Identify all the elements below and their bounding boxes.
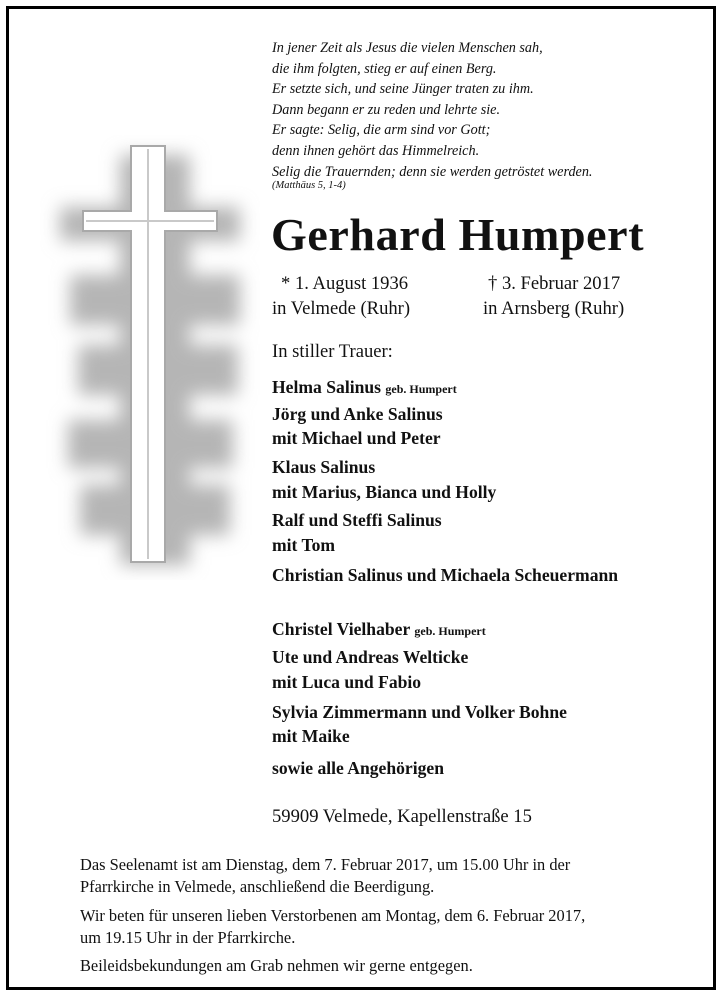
birth-place: in Velmede (Ruhr) — [272, 298, 411, 319]
cross-icon — [40, 135, 260, 580]
bible-quote — [272, 38, 592, 182]
mourner-line: mit Marius, Bianca und Holly — [272, 482, 497, 502]
quote-source: (Matthäus 5, 1-4) — [272, 180, 346, 191]
info-line: um 19.15 Uhr in der Pfarrkirche. — [80, 928, 296, 947]
mourner-line: Ralf und Steffi Salinus — [272, 510, 442, 530]
death-place: in Arnsberg (Ruhr) — [483, 298, 625, 319]
mourning-intro: In stiller Trauer: — [272, 341, 393, 362]
mourner-line: Helma Salinus geb. Humpert — [272, 377, 457, 397]
funeral-info — [80, 854, 690, 898]
death-date: † 3. Februar 2017 — [488, 273, 621, 294]
death-info — [483, 271, 624, 321]
mourner-line: mit Michael und Peter — [272, 428, 441, 448]
mourner-line: mit Maike — [272, 726, 350, 746]
quote-line: die ihm folgten, stieg er auf einen Berg. — [272, 60, 497, 77]
info-line: Pfarrkirche in Velmede, anschließend die Beerdigung. — [80, 877, 435, 896]
info-line: Das Seelenamt ist am Dienstag, dem 7. Februar 2017, um 15.00 Uhr in der — [80, 855, 571, 874]
quote-line: In jener Zeit als Jesus die vielen Menschen sah, — [272, 40, 543, 56]
info-line: Beileidsbekundungen am Grab nehmen wir gerne entgegen. — [80, 956, 473, 975]
birth-info — [272, 271, 410, 321]
quote-line: denn ihnen gehört das Himmelreich. — [272, 142, 480, 159]
mourner-line: Christel Vielhaber geb. Humpert — [272, 619, 486, 639]
mourner-line: Jörg und Anke Salinus — [272, 404, 443, 424]
info-line: Wir beten für unseren lieben Verstorbenen am Montag, dem 6. Februar 2017, — [80, 906, 586, 925]
quote-line: Dann begann er zu reden und lehrte sie. — [272, 101, 501, 118]
condolence-info — [80, 955, 690, 977]
mourner-line: mit Luca und Fabio — [272, 672, 422, 692]
mourner-line: Klaus Salinus — [272, 457, 376, 477]
mourner-line: Sylvia Zimmermann und Volker Bohne — [272, 702, 567, 722]
deceased-name: Gerhard Humpert — [271, 209, 645, 260]
mourner-line: sowie alle Angehörigen — [272, 758, 445, 778]
quote-line: Er sagte: Selig, die arm sind vor Gott; — [272, 122, 491, 139]
quote-line: Er setzte sich, und seine Jünger traten zu ihm. — [272, 81, 534, 98]
address: 59909 Velmede, Kapellenstraße 15 — [272, 806, 532, 827]
quote-line: Selig die Trauernden; denn sie werden getröstet werden. — [272, 163, 593, 180]
mourner-line: mit Tom — [272, 535, 336, 555]
mourner-line: Ute und Andreas Welticke — [272, 647, 469, 667]
prayer-info — [80, 905, 690, 949]
birth-date: * 1. August 1936 — [281, 273, 409, 294]
mourner-line: Christian Salinus und Michaela Scheuermann — [272, 565, 619, 585]
